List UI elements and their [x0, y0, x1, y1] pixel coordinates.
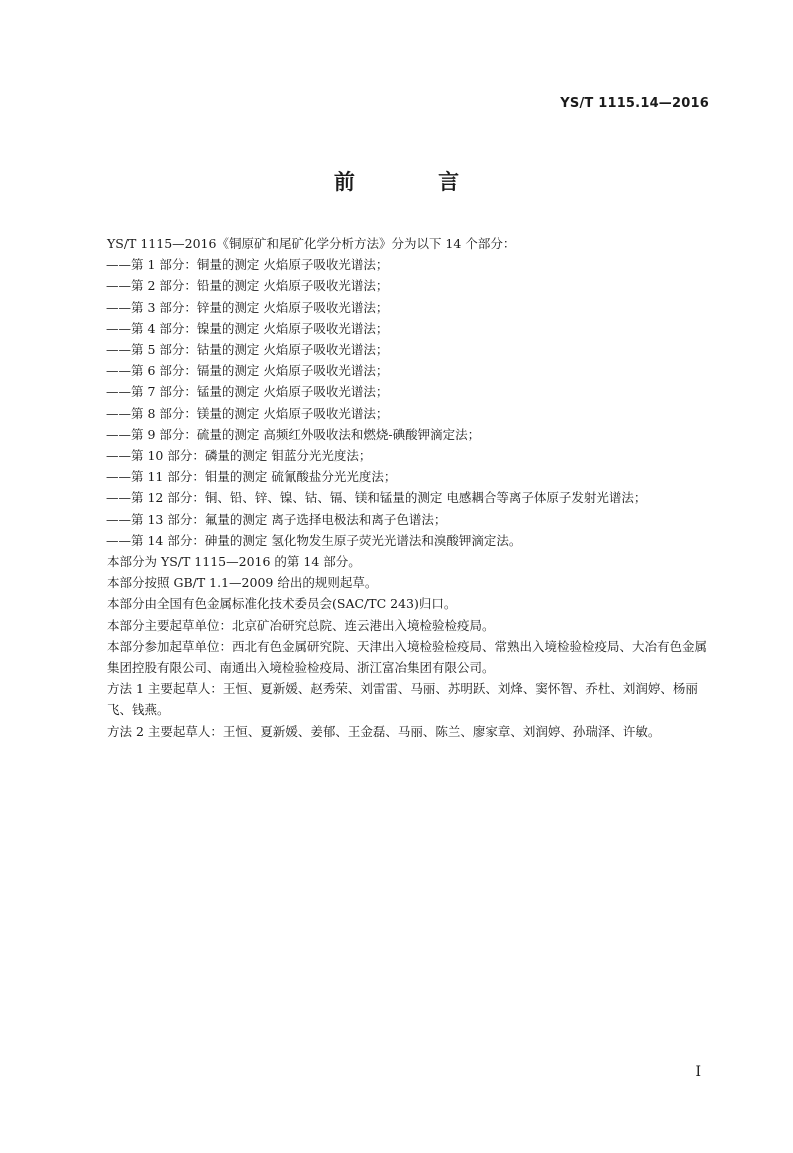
- method-2-drafters: 方法 2 主要起草人：王恒、夏新媛、姜郁、王金磊、马丽、陈兰、廖家章、刘润婷、孙瑞泽、许敏。: [107, 723, 661, 739]
- part-item-10: ——第 10 部分：磷量的测定 钼蓝分光光度法；: [106, 448, 372, 464]
- part-item-5: ——第 5 部分：钴量的测定 火焰原子吸收光谱法；: [106, 342, 389, 358]
- intro-paragraph: YS/T 1115—2016《铜原矿和尾矿化学分析方法》分为以下 14 个部分：: [107, 236, 516, 251]
- part-item-13: ——第 13 部分：氟量的测定 离子选择电极法和离子色谱法；: [106, 511, 447, 527]
- part-item-1: ——第 1 部分：铜量的测定 火焰原子吸收光谱法；: [106, 257, 389, 273]
- committee-statement: 本部分由全国有色金属标准化技术委员会(SAC/TC 243)归口。: [107, 596, 457, 612]
- part-item-14: ——第 14 部分：砷量的测定 氢化物发生原子荧光光谱法和溴酸钾滴定法。: [106, 532, 522, 548]
- part-item-4: ——第 4 部分：镍量的测定 火焰原子吸收光谱法；: [106, 320, 389, 336]
- part-statement: 本部分为 YS/T 1115—2016 的第 14 部分。: [107, 554, 361, 570]
- part-item-12: ——第 12 部分：铜、铅、锌、镍、钴、镉、镁和锰量的测定 电感耦合等离子体原子发射光谱法；: [106, 490, 647, 506]
- parts-list: [84, 254, 714, 551]
- method-1-drafters: 方法 1 主要起草人：王恒、夏新媛、赵秀荣、刘雷雷、马丽、苏明跃、刘烽、窦怀智、乔杜、刘润婷、杨丽飞、钱燕。: [107, 681, 698, 718]
- standard-code: YS/T 1115.14—2016: [560, 96, 709, 111]
- drafting-rules: 本部分按照 GB/T 1.1—2009 给出的规则起草。: [107, 575, 378, 591]
- part-item-3: ——第 3 部分：锌量的测定 火焰原子吸收光谱法；: [106, 299, 389, 315]
- main-drafting-units: 本部分主要起草单位：北京矿冶研究总院、连云港出入境检验检疫局。: [107, 617, 495, 633]
- foreword-body: [84, 233, 714, 742]
- part-item-8: ——第 8 部分：镁量的测定 火焰原子吸收光谱法；: [106, 405, 389, 421]
- part-item-11: ——第 11 部分：钼量的测定 硫氰酸盐分光光度法；: [106, 469, 397, 485]
- page-number: I: [695, 1064, 701, 1080]
- participating-units: 本部分参加起草单位：西北有色金属研究院、天津出入境检验检疫局、常熟出入境检验检疫局、大冶有色金属集团控股有限公司、南通出入境检验检疫局、浙江富冶集团有限公司。: [107, 638, 708, 676]
- part-item-2: ——第 2 部分：铅量的测定 火焰原子吸收光谱法；: [106, 278, 389, 294]
- page-title: 前 言: [333, 170, 498, 194]
- part-item-9: ——第 9 部分：硫量的测定 高频红外吸收法和燃烧-碘酸钾滴定法；: [106, 426, 481, 442]
- part-item-7: ——第 7 部分：锰量的测定 火焰原子吸收光谱法；: [106, 384, 389, 400]
- part-item-6: ——第 6 部分：镉量的测定 火焰原子吸收光谱法；: [106, 363, 389, 379]
